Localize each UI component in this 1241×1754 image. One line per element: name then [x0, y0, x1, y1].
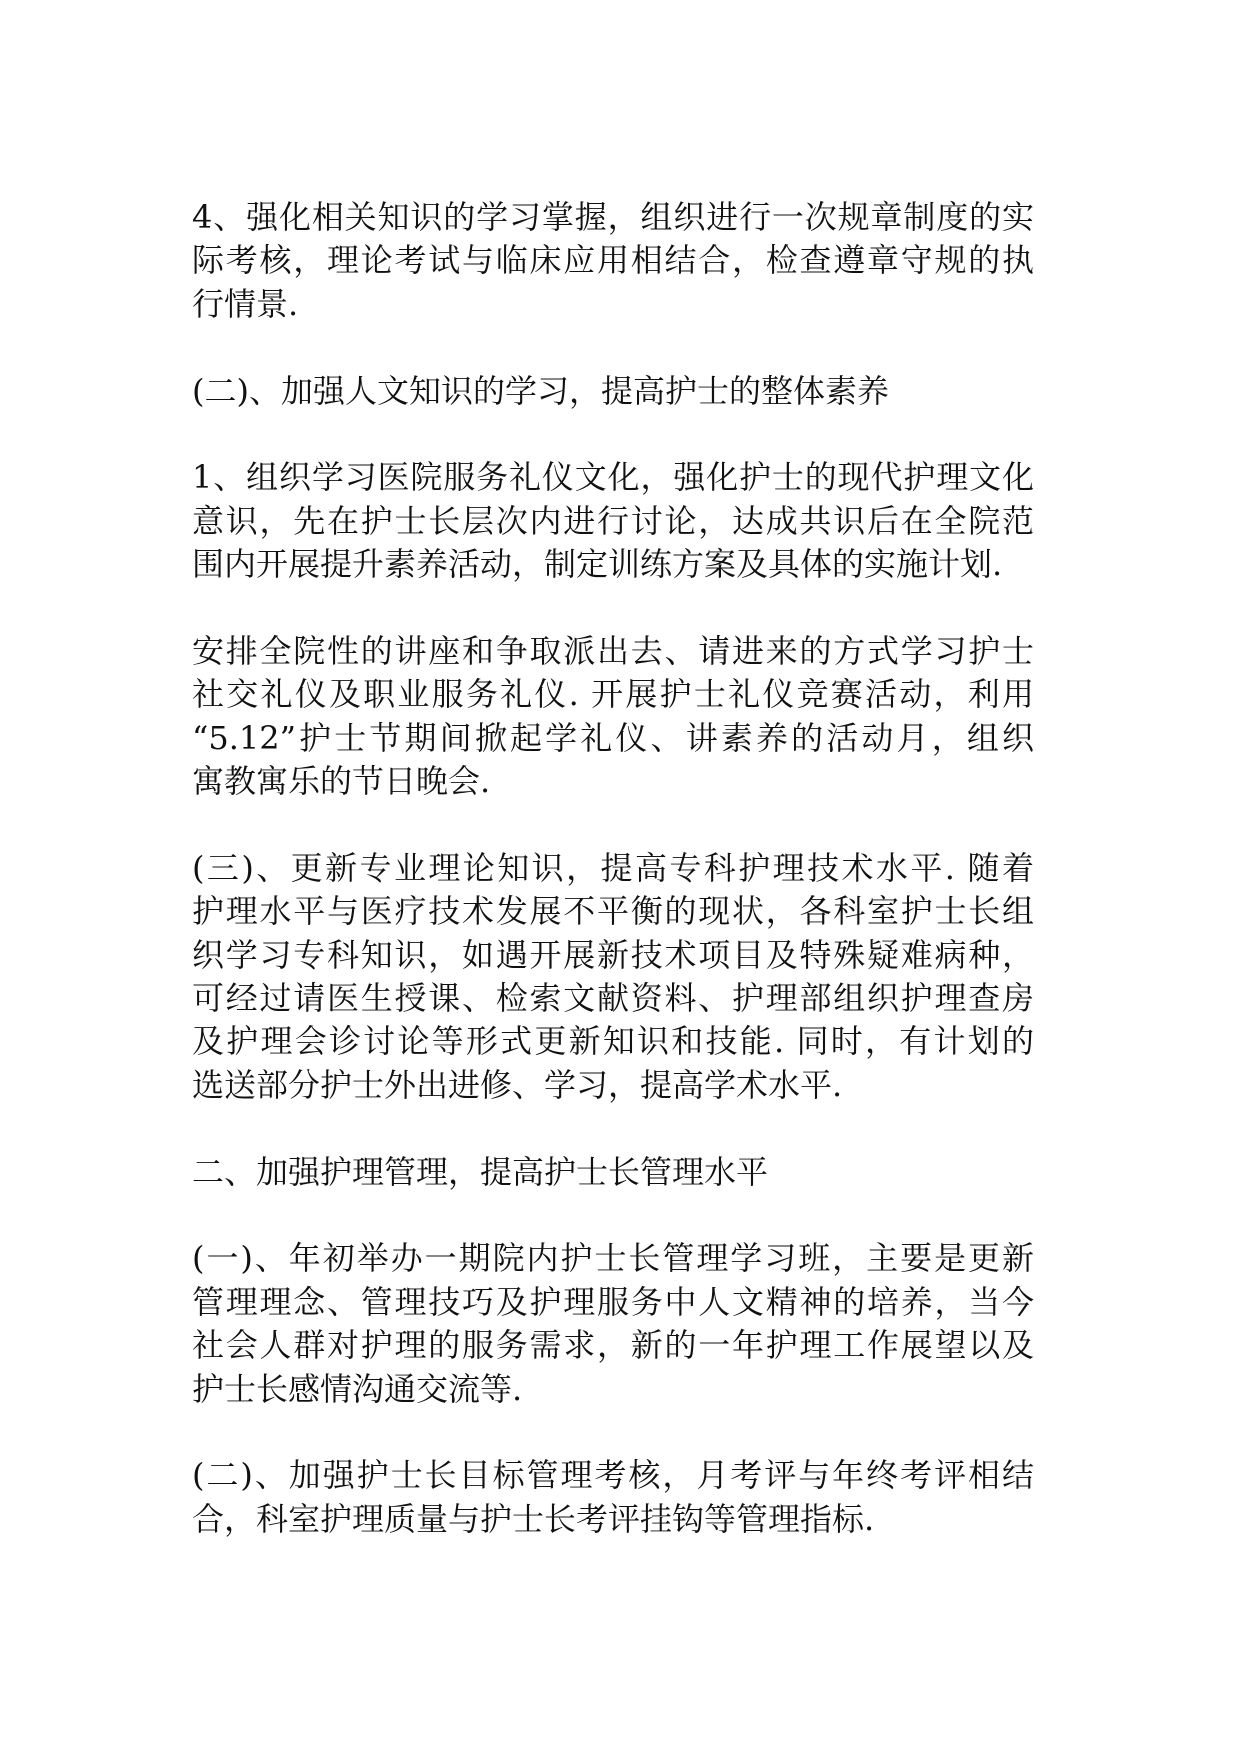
- etiquette-activities-paragraph: [192, 630, 1034, 804]
- text-line: 织学习专科知识，如遇开展新技术项目及特殊疑难病种，: [192, 935, 1034, 974]
- subsection-1-paragraph: [192, 1237, 1034, 1411]
- item-1-paragraph: [192, 456, 1034, 586]
- heading-line: 二、加强护理管理，提高护士长管理水平: [192, 1152, 769, 1191]
- text-line: 围内开展提升素养活动，制定训练方案及具体的实施计划.: [192, 545, 1003, 584]
- text-line: 社会人群对护理的服务需求，新的一年护理工作展望以及: [192, 1326, 1034, 1365]
- text-line: (二)、加强护士长目标管理考核，月考评与年终考评相结: [192, 1456, 1034, 1495]
- text-line: 意识，先在护士长层次内进行讨论，达成共识后在全院范: [192, 501, 1034, 540]
- text-line: 可经过请医生授课、检索文献资料、护理部组织护理查房: [192, 979, 1034, 1018]
- text-line: 管理理念、管理技巧及护理服务中人文精神的培养，当今: [192, 1282, 1034, 1321]
- document-body: [192, 196, 1034, 1541]
- section-2-heading: [192, 1151, 1034, 1194]
- heading-line: (二)、加强人文知识的学习，提高护士的整体素养: [192, 371, 889, 410]
- text-line: 安排全院性的讲座和争取派出去、请进来的方式学习护士: [192, 631, 1034, 670]
- text-line: (三)、更新专业理论知识，提高专科护理技术水平. 随着: [192, 848, 1034, 887]
- text-line: 合，科室护理质量与护士长考评挂钩等管理指标.: [192, 1499, 875, 1538]
- subsection-3-paragraph: [192, 847, 1034, 1107]
- subsection-2-paragraph: [192, 1454, 1034, 1541]
- text-line: 际考核，理论考试与临床应用相结合，检查遵章守规的执: [192, 241, 1034, 280]
- text-line: 护理水平与医疗技术发展不平衡的现状，各科室护士长组: [192, 892, 1034, 931]
- text-line: 护士长感情沟通交流等.: [192, 1369, 523, 1408]
- text-line: 1、组织学习医院服务礼仪文化，强化护士的现代护理文化: [192, 458, 1034, 497]
- text-line: “5.12”护士节期间掀起学礼仪、讲素养的活动月，组织: [192, 718, 1034, 757]
- text-line: (一)、年初举办一期院内护士长管理学习班，主要是更新: [192, 1239, 1034, 1278]
- text-line: 社交礼仪及职业服务礼仪. 开展护士礼仪竞赛活动，利用: [192, 675, 1034, 714]
- text-line: 及护理会诊讨论等形式更新知识和技能. 同时，有计划的: [192, 1022, 1034, 1061]
- text-line: 行情景.: [192, 284, 299, 323]
- text-line: 选送部分护士外出进修、学习，提高学术水平.: [192, 1065, 843, 1104]
- text-line: 寓教寓乐的节日晚会.: [192, 762, 491, 801]
- subsection-2-heading: [192, 370, 1034, 413]
- text-line: 4、强化相关知识的学习掌握，组织进行一次规章制度的实: [192, 198, 1034, 236]
- item-4-paragraph: [192, 196, 1034, 326]
